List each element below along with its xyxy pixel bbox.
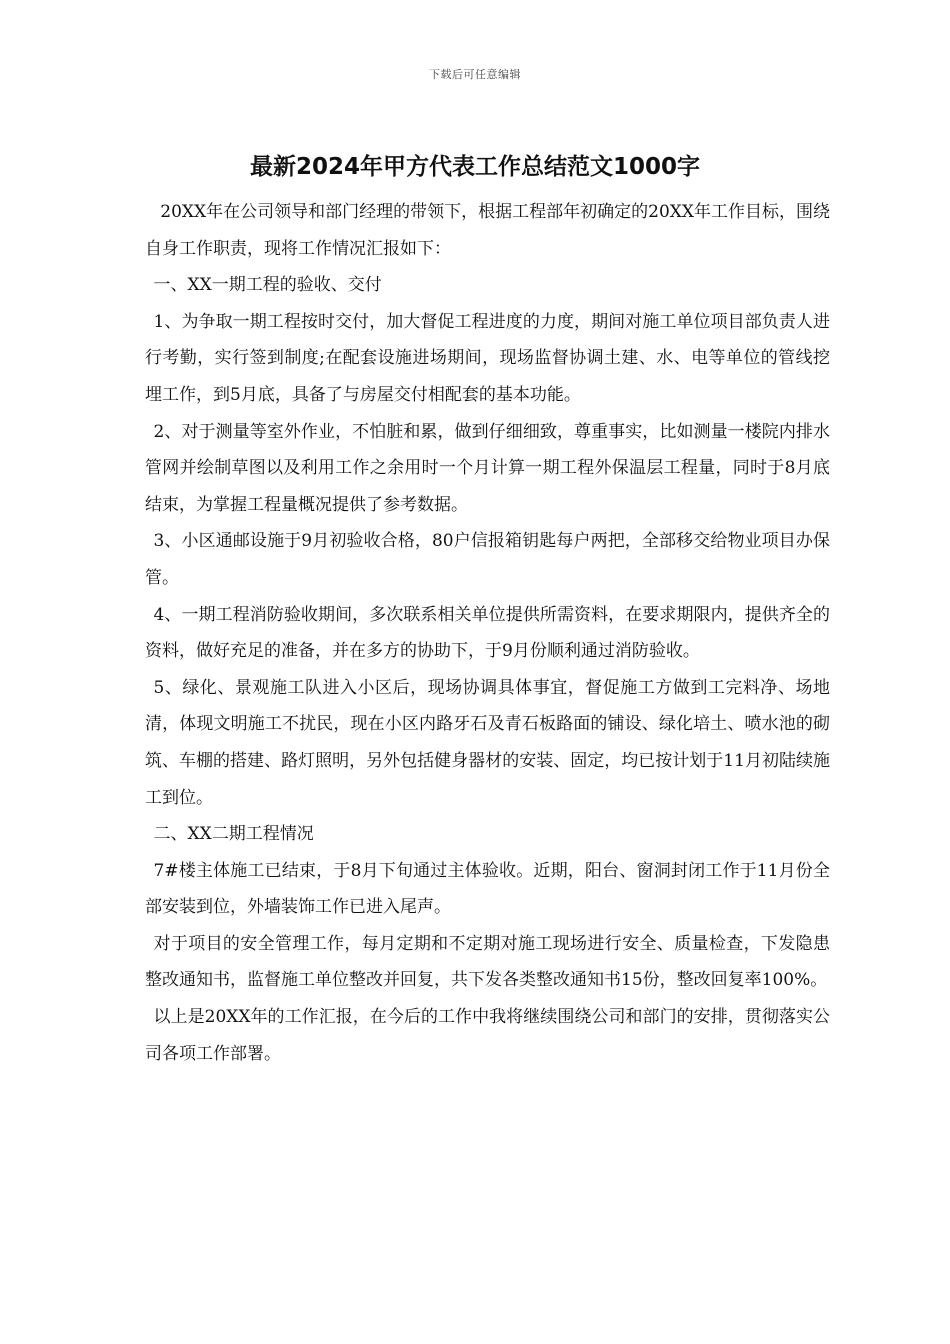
section-heading-1: 一、XX一期工程的验收、交付 (153, 275, 382, 296)
paragraph-item-5: 5、绿化、景观施工队进入小区后，现场协调具体事宜，督促施工方做到工完料净、场地清，体现文明施工不扰民，现在小区内路牙石及青石板路面的铺设、绿化培土、喷水池的砌筑、车棚的搭建、路灯照明，另外包括健身器材的安装、固定，均已按计划于11月初陆续施工到位。 (145, 677, 830, 808)
section-heading-2: 二、XX二期工程情况 (153, 824, 314, 845)
paragraph-conclusion: 以上是20XX年的工作汇报，在今后的工作中我将继续围绕公司和部门的安排，贯彻落实公司各项工作部署。 (145, 1007, 830, 1064)
paragraph-item-1: 1、为争取一期工程按时交付，加大督促工程进度的力度，期间对施工单位项目部负责人进行考勤，实行签到制度;在配套设施进场期间，现场监督协调土建、水、电等单位的管线挖埋工作，到5月底，具备了与房屋交付相配套的基本功能。 (145, 311, 830, 405)
paragraph-intro: 20XX年在公司领导和部门经理的带领下，根据工程部年初确定的20XX年工作目标，围绕自身工作职责，现将工作情况汇报如下： (145, 202, 830, 259)
paragraph-safety: 对于项目的安全管理工作，每月定期和不定期对施工现场进行安全、质量检查，下发隐患整改通知书，监督施工单位整改并回复，共下发各类整改通知书15份，整改回复率100%。 (145, 933, 830, 991)
paragraph-item-4: 4、一期工程消防验收期间，多次联系相关单位提供所需资料，在要求期限内，提供齐全的资料，做好充足的准备，并在多方的协助下，于9月份顺利通过消防验收。 (145, 604, 830, 662)
header-note: 下载后可任意编辑 (429, 68, 521, 81)
document-body (145, 194, 830, 1072)
document-title: 最新2024年甲方代表工作总结范文1000字 (249, 154, 701, 180)
paragraph-item-3: 3、小区通邮设施于9月初验收合格，80户信报箱钥匙每户两把，全部移交给物业项目办保管。 (145, 531, 830, 588)
paragraph-building-7: 7#楼主体施工已结束，于8月下旬通过主体验收。近期，阳台、窗洞封闭工作于11月份全部安装到位，外墙装饰工作已进入尾声。 (145, 860, 830, 918)
paragraph-item-2: 2、对于测量等室外作业，不怕脏和累，做到仔细细致，尊重事实，比如测量一楼院内排水管网并绘制草图以及利用工作之余用时一个月计算一期工程外保温层工程量，同时于8月底结束，为掌握工程量概况提供了参考数据。 (145, 421, 830, 515)
